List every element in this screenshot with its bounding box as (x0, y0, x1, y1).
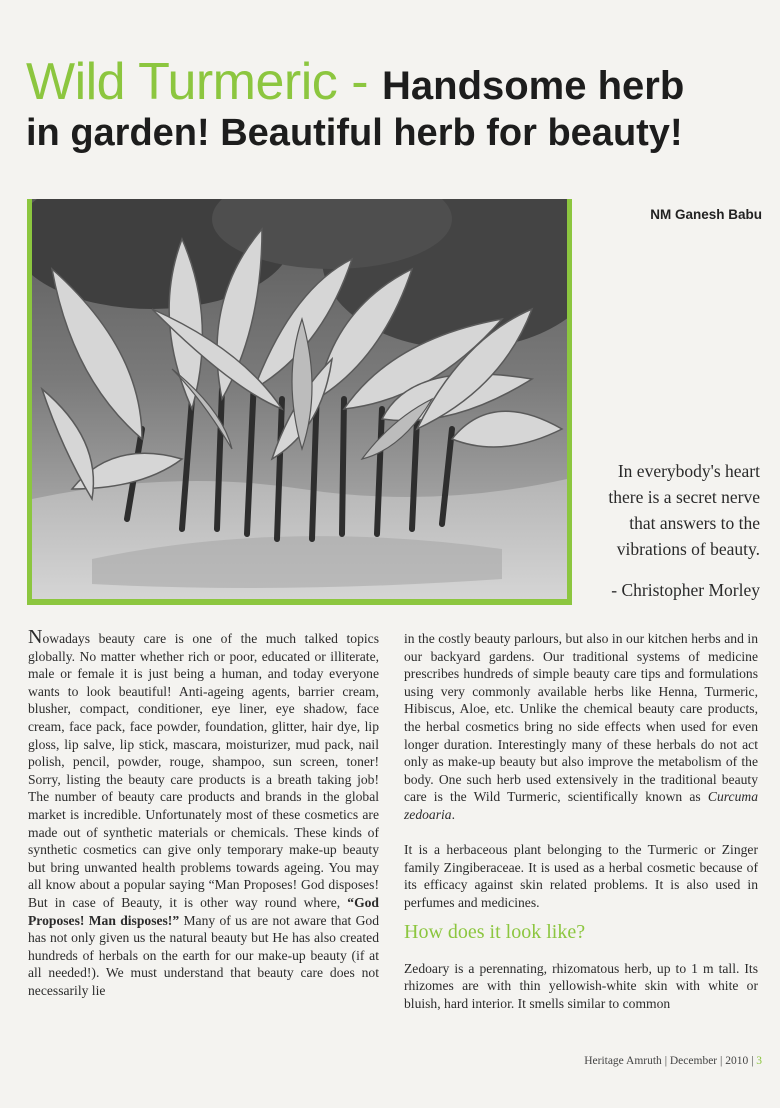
section-heading: How does it look like? (404, 920, 586, 943)
plant-photo-illustration (32, 199, 567, 599)
left-column (28, 626, 379, 999)
quote-author: - Christopher Morley (611, 580, 760, 600)
page-footer (584, 1055, 762, 1067)
pull-quote (570, 458, 760, 562)
dropcap: N (28, 626, 43, 648)
paragraph: Zedoary is a perennating, rhizomatous herb, up to 1 m tall. Its rhizomes are with thin yellowish-white skin with white or bluish, hard interior. It smells similar to common (404, 960, 758, 1011)
quote-line: vibrations of beauty. (616, 539, 760, 559)
page-number: 3 (756, 1055, 762, 1067)
paragraph-text: in the costly beauty parlours, but also in our kitchen herbs and in our backyard gardens. Our traditional systems of medicine prescribes hundreds of simple beauty care tips and formulations using very commonly available herbs like Henna, Turmeric, Hibiscus, Aloe, etc. Unlike the chemical beauty care products, the herbal cosmetics bring no side effects when used for even longer duration. Interestingly many of these herbals do not act only as make-up beauty but also improve the metabolism of the body. One such herb used extensively in the traditional beauty care is the Wild Turmeric, scientifically known as (404, 631, 758, 805)
paragraph (28, 626, 379, 999)
paragraph (404, 630, 758, 824)
separator: | (661, 1055, 670, 1067)
article-title (26, 52, 771, 156)
separator: | (748, 1055, 757, 1067)
paragraph-text: . (451, 806, 455, 822)
plant-photo (32, 199, 567, 599)
right-column (404, 630, 758, 1012)
issue-month: December (669, 1055, 718, 1067)
paragraph: It is a herbaceous plant belonging to the Turmeric or Zinger family Zingiberaceae. It is used as a herbal cosmetic because of its efficacy against skin related problems. It is also used in perfumes and medicines. (404, 842, 758, 910)
separator: | (717, 1055, 726, 1067)
title-line-2: in garden! Beautiful herb for beauty! (26, 112, 683, 155)
photo-frame (27, 199, 572, 605)
quote-line: that answers to the (629, 513, 760, 533)
quote-line: In everybody's heart (617, 461, 760, 481)
magazine-name: Heritage Amruth (584, 1055, 662, 1067)
title-green-part: Wild Turmeric - (26, 53, 382, 111)
issue-year: 2010 (725, 1055, 749, 1067)
title-part-1: Handsome herb (382, 64, 685, 108)
quote-line: there is a secret nerve (608, 487, 760, 507)
bold-phrase: “God Proposes! Man disposes!” (28, 894, 379, 928)
author-name: NM Ganesh Babu (650, 207, 762, 222)
paragraph-text: Many of us are not aware that God has not only given us the natural beauty but He has also created hundreds of herbals on the earth for our make-up beauty (if at all needed!). We must understand that beauty care does not necessarily lie (28, 912, 379, 998)
title-line-1 (26, 52, 771, 113)
scientific-name: Curcuma zedoaria (404, 789, 758, 822)
paragraph-text: owadays beauty care is one of the much talked topics globally. No matter whether rich or poor, educated or illiterate, male or female it is just being a human, and today everyone wants to look beautiful! Anti-ageing agents, barrier cream, blusher, compact, conditioner, eye liner, eye shadow, face cream, face pack, face powder, foundation, glitter, hair dye, lip gloss, lip salve, lip stick, mascara, moisturizer, mud pack, nail polish, pencil, powder, rouge, shampoo, sun screen, toner! Sorry, listing the beauty care products is a breath taking job! The number of beauty care products and brands in the global market is incredible. Unfortunately most of these cosmetics are made out of synthetic materials or chemicals. These kinds of synthetic cosmetics can give only temporary make-up beauty but bring unwanted health problems towards ageing. You may all know about a popular saying “Man Proposes! God disposes! But in case of Beauty, it is other way round where, (28, 631, 379, 910)
